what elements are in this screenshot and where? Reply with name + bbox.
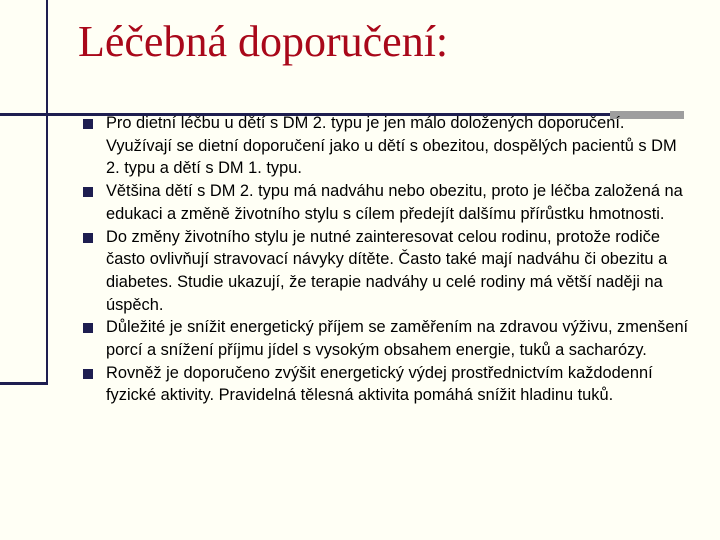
bullet-text: Do změny životního stylu je nutné zainteresovat celou rodinu, protože rodiče často ovlivňují stravovací návyky dítěte. Často také mají nadváhu či obezitu a diabetes. Studie ukazují, že terapie nadváhy u celé rodiny má větší naději na úspěch. [106,227,668,314]
left-vertical-rule [46,0,48,384]
slide-title: Léčebná doporučení: [78,17,449,66]
bullet-item [80,180,690,225]
bullet-item [80,112,690,180]
left-horizontal-rule [0,382,48,385]
bullet-text: Důležité je snížit energetický příjem se zaměřením na zdravou výživu, zmenšení porcí a snížení příjmu jídel s vysokým obsahem energie, tuků a sacharózy. [106,318,689,360]
bullet-item [80,226,690,317]
bullet-item [80,362,690,407]
square-bullet-icon [83,119,93,129]
bullet-item [80,316,690,361]
bullet-list [80,112,690,407]
bullet-text: Pro dietní léčbu u dětí s DM 2. typu je jen málo doložených doporučení. Využívají se dietní doporučení jako u dětí s obezitou, dospělých pacientů s DM 2. typu a dětí s DM 1. typu. [106,114,677,178]
square-bullet-icon [83,233,93,243]
square-bullet-icon [83,187,93,197]
square-bullet-icon [83,369,93,379]
bullet-text: Většina dětí s DM 2. typu má nadváhu nebo obezitu, proto je léčba založená na edukaci a změně životního stylu s cílem předejít dalšímu přírůstku hmotnosti. [106,182,683,223]
square-bullet-icon [83,323,93,333]
bullet-text: Rovněž je doporučeno zvýšit energetický výdej prostřednictvím každodenní fyzické aktivity. Pravidelná tělesná aktivita pomáhá snížit hladinu tuků. [106,363,653,405]
